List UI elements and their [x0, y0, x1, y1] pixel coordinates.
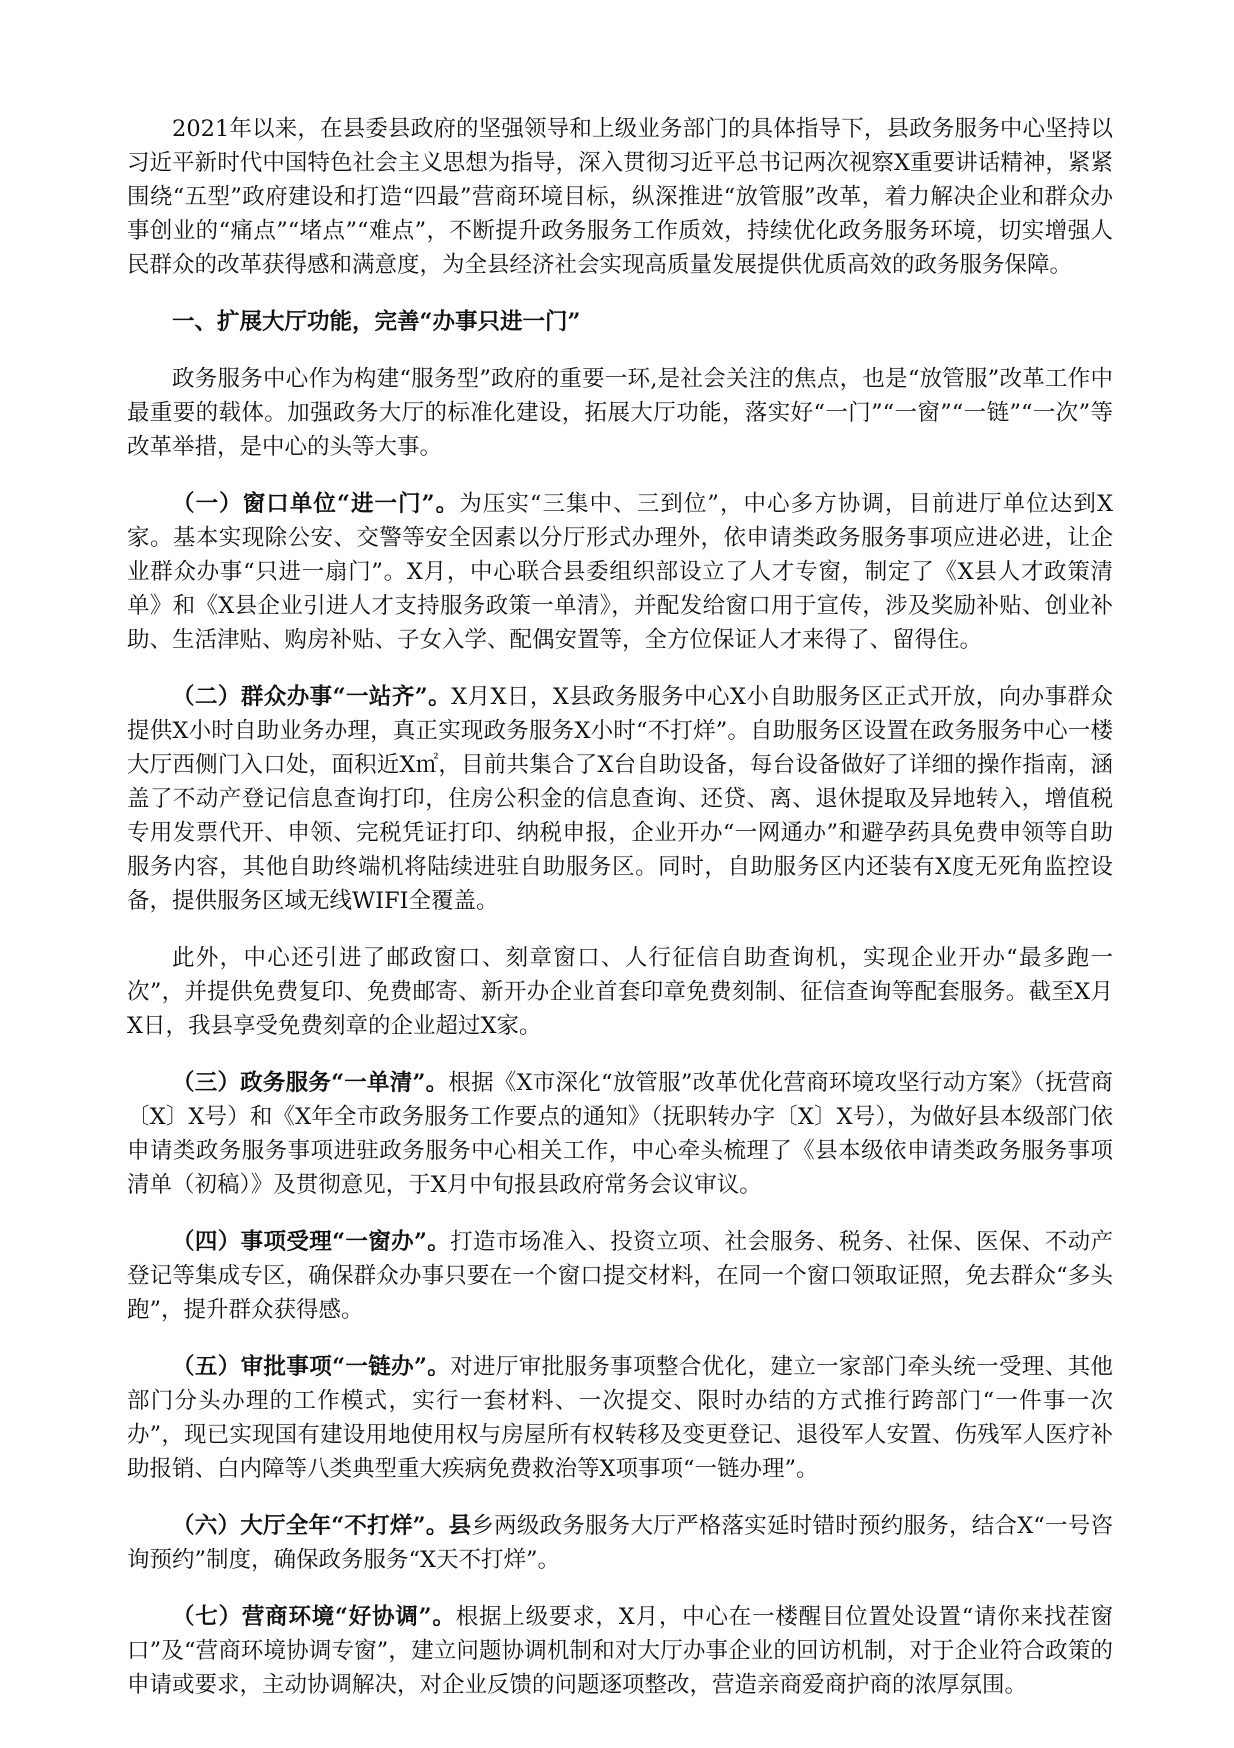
item-lead: （七）营商环境“好协调”。 [172, 1604, 456, 1630]
section-intro-paragraph: 政务服务中心作为构建“服务型”政府的重要一环,是社会关注的焦点，也是“放管服”改革工作中最重要的载体。加强政务大厅的标准化建设，拓展大厅功能，落实好“一门”“一窗”“一链”“一次”等改革举措，是中心的头等大事。 [127, 366, 1113, 460]
intro-paragraph: 2021年以来，在县委县政府的坚强领导和上级业务部门的具体指导下，县政务服务中心坚持以习近平新时代中国特色社会主义思想为指导，深入贯彻习近平总书记两次视察X重要讲话精神，紧紧围绕“五型”政府建设和打造“四最”营商环境目标，纵深推进“放管服”改革，着力解决企业和群众办事创业的“痛点”“堵点”“难点”，不断提升政务服务工作质效，持续优化政务服务环境，切实增强人民群众的改革获得感和满意度，为全县经济社会实现高质量发展提供优质高效的政务服务保障。 [127, 116, 1113, 278]
item-lead: （六）大厅全年“不打烊”。县 [172, 1513, 472, 1539]
item-lead: （二）群众办事“一站齐”。 [172, 684, 452, 710]
item-window-units [127, 487, 1113, 657]
item-always-open [127, 1509, 1113, 1577]
item-one-chain [127, 1350, 1113, 1486]
item-lead: （五）审批事项“一链办”。 [172, 1354, 451, 1380]
item-one-stop [127, 680, 1113, 918]
item-text: 打造市场准入、投资立项、社会服务、税务、社保、医保、不动产登记等集成专区，确保群众办事只要在一个窗口提交材料，在同一个窗口领取证照，免去群众“多头跑”，提升群众获得感。 [127, 1229, 1113, 1323]
item-text: 为压实“三集中、三到位”，中心多方协调，目前进厅单位达到X家。基本实现除公安、交警等安全因素以分厅形式办理外，依申请类政务服务事项应进必进，让企业群众办事“只进一扇门”。X月，中心联合县委组织部设立了人才专窗，制定了《X县人才政策清单》和《X县企业引进人才支持服务政策一单清》，并配发给窗口用于宣传，涉及奖励补贴、创业补助、生活津贴、购房补贴、子女入学、配偶安置等，全方位保证人才来得了、留得住。 [127, 491, 1113, 653]
item-lead: （三）政务服务“一单清”。 [172, 1070, 449, 1096]
item-text: X月X日，X县政务服务中心X小自助服务区正式开放，向办事群众提供X小时自助业务办理，真正实现政务服务X小时“不打烊”。自助服务区设置在政务服务中心一楼大厅西侧门入口处，面积近X㎡，目前共集合了X台自助设备，每台设备做好了详细的操作指南，涵盖了不动产登记信息查询打印，住房公积金的信息查询、还贷、离、退休提取及异地转入，增值税专用发票代开、申领、完税凭证打印、纳税申报，企业开办“一网通办”和避孕药具免费申领等自助服务内容，其他自助终端机将陆续进驻自助服务区。同时，自助服务区内还装有X度无死角监控设备，提供服务区域无线WIFI全覆盖。 [127, 684, 1113, 914]
item-text: 根据上级要求，X月，中心在一楼醒目位置处设置“请你来找茬窗口”及“营商环境协调专窗”，建立问题协调机制和对大厅办事企业的回访机制，对于企业符合政策的申请或要求，主动协调解决，对企业反馈的问题逐项整改，营造亲商爱商护商的浓厚氛围。 [127, 1604, 1113, 1698]
item-text: 根据《X市深化“放管服”改革优化营商环境攻坚行动方案》（抚营商〔X〕X号）和《X年全市政务服务工作要点的通知》（抚职转办字〔X〕X号），为做好县本级部门依申请类政务服务事项进驻政务服务中心相关工作，中心牵头梳理了《县本级依申请类政务服务事项清单（初稿）》及贯彻意见，于X月中旬报县政府常务会议审议。 [127, 1070, 1113, 1198]
section-heading: 一、扩展大厅功能，完善“办事只进一门” [172, 309, 581, 335]
item-lead: （四）事项受理“一窗办”。 [172, 1229, 451, 1255]
item-lead: （一）窗口单位“进一门”。 [172, 491, 460, 517]
item-one-window [127, 1225, 1113, 1327]
item-business-coordination [127, 1600, 1113, 1702]
document-page [127, 112, 1113, 1725]
item-service-list [127, 1066, 1113, 1202]
item-text: 对进厅审批服务事项整合优化，建立一家部门牵头统一受理、其他部门分头办理的工作模式，实行一套材料、一次提交、限时办结的方式推行跨部门“一件事一次办”，现已实现国有建设用地使用权与房屋所有权转移及变更登记、退役军人安置、伤残军人医疗补助报销、白内障等八类典型重大疾病免费救治等X项事项“一链办理”。 [127, 1354, 1113, 1482]
item-text: 乡两级政务服务大厅严格落实延时错时预约服务，结合X“一号咨询预约”制度，确保政务服务“X天不打烊”。 [127, 1513, 1113, 1573]
item-text: 此外，中心还引进了邮政窗口、刻章窗口、人行征信自助查询机，实现企业开办“最多跑一次”，并提供免费复印、免费邮寄、新开办企业首套印章免费刻制、征信查询等配套服务。截至X月X日，我县享受免费刻章的企业超过X家。 [127, 945, 1113, 1039]
item-additional-services [127, 941, 1113, 1043]
